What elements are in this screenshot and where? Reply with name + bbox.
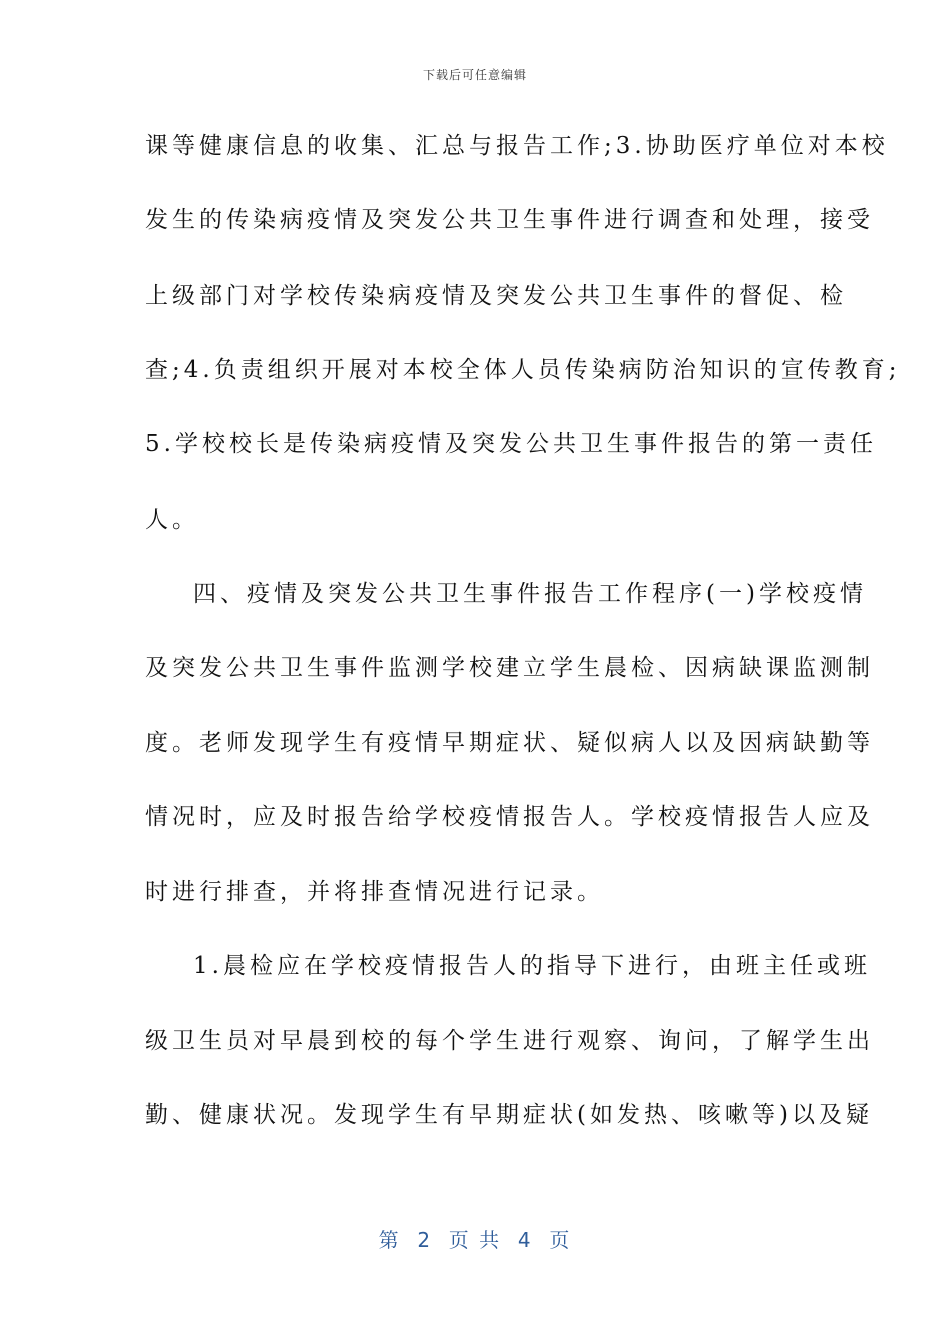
page-header: 下载后可任意编辑: [422, 68, 527, 82]
text-line: 度。老师发现学生有疫情早期症状、疑似病人以及因病缺勤等: [145, 730, 874, 756]
text-line: 课等健康信息的收集、汇总与报告工作;3.协助医疗单位对本校: [145, 133, 889, 159]
paragraph-start-line: 1.晨检应在学校疫情报告人的指导下进行，由班主任或班: [193, 953, 871, 979]
text-line: 时进行排查，并将排查情况进行记录。: [145, 879, 604, 905]
page-number-footer: [0, 1224, 950, 1253]
text-line: 查;4.负责组织开展对本校全体人员传染病防治知识的宣传教育;: [145, 357, 901, 383]
text-line: 级卫生员对早晨到校的每个学生进行观察、询问，了解学生出: [145, 1028, 874, 1054]
page-number-text: 第 2 页 共 4 页: [378, 1228, 572, 1252]
text-line: 5.学校校长是传染病疫情及突发公共卫生事件报告的第一责任: [145, 431, 877, 457]
text-line: 人。: [145, 507, 199, 533]
text-line: 上级部门对学校传染病疫情及突发公共卫生事件的督促、检: [145, 283, 847, 309]
text-line: 勤、健康状况。发现学生有早期症状(如发热、咳嗽等)以及疑: [145, 1102, 873, 1128]
text-line: 及突发公共卫生事件监测学校建立学生晨检、因病缺课监测制: [145, 655, 874, 681]
text-line: 发生的传染病疫情及突发公共卫生事件进行调查和处理，接受: [145, 207, 874, 233]
text-line: 情况时，应及时报告给学校疫情报告人。学校疫情报告人应及: [145, 804, 874, 830]
paragraph-start-line: 四、疫情及突发公共卫生事件报告工作程序(一)学校疫情: [193, 581, 867, 607]
